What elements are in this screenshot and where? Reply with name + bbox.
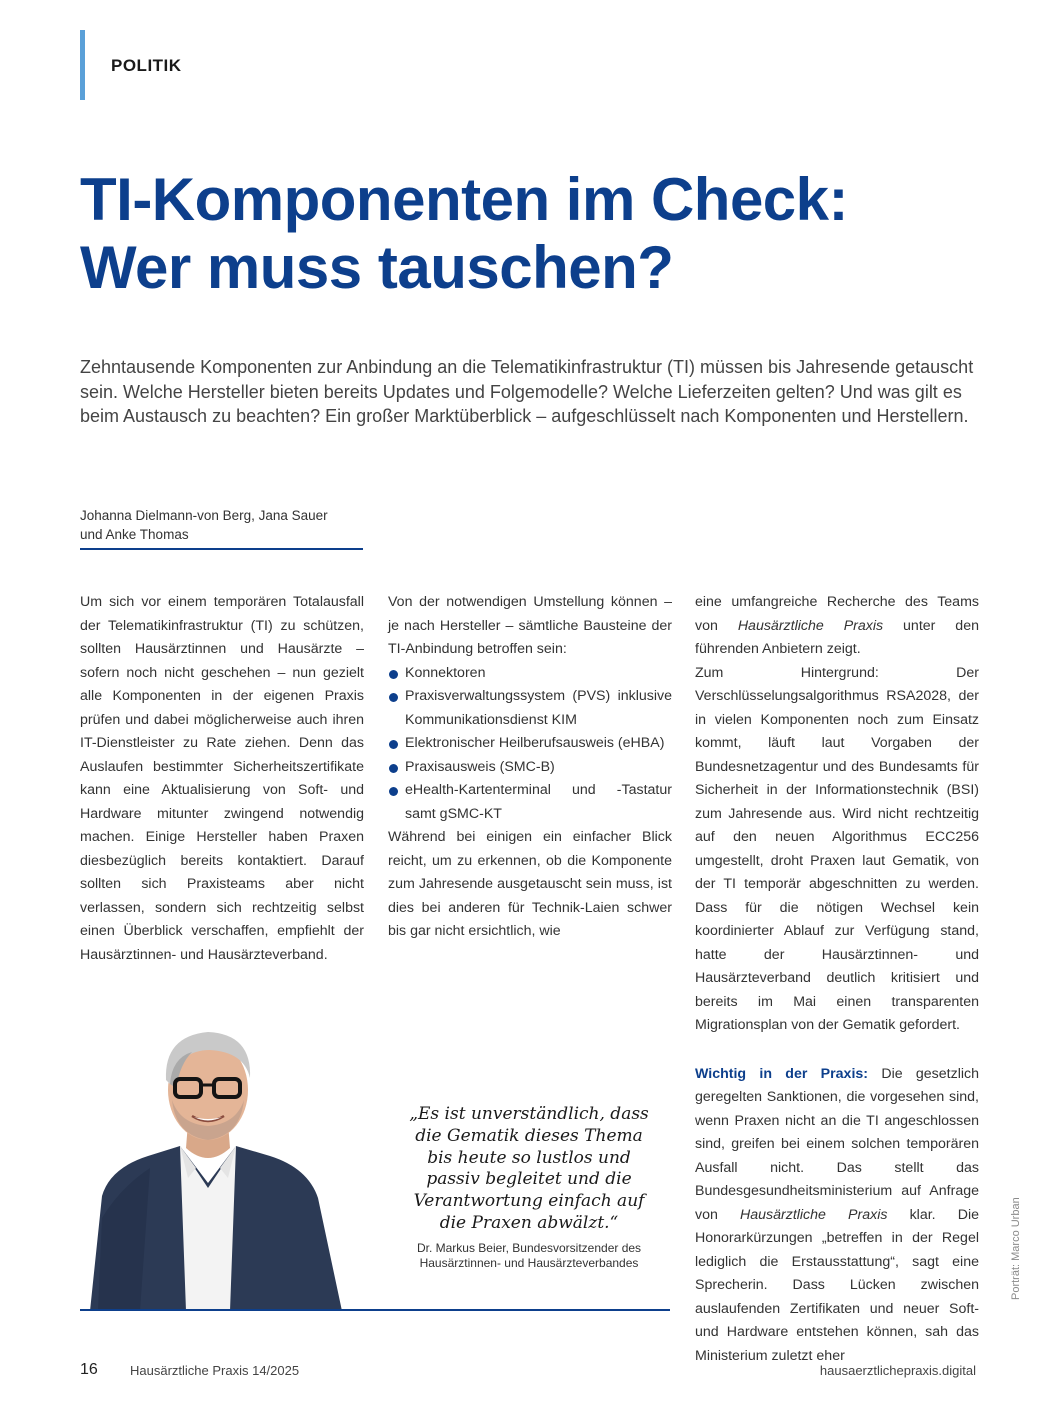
page-number: 16 (80, 1361, 98, 1378)
text-run: unter den führenden Anbietern zeigt. (695, 617, 979, 657)
list-item (388, 662, 672, 686)
author-line-1: Johanna Dielmann-von Berg, Jana Sauer (80, 508, 328, 523)
body-paragraph: Während bei einigen ein einfacher Blick reicht, um zu erkennen, ob die Komponente zum Jahresende ausgetauscht sein muss, ist dies bei anderen für Technik-Laien schwer bis gar nicht ersichtlich, wie (388, 829, 672, 939)
journal-issue: Hausärztliche Praxis 14/2025 (130, 1363, 300, 1378)
bullet-icon (389, 693, 398, 702)
bullet-icon (389, 740, 398, 749)
list-item (388, 732, 672, 756)
byline-rule (80, 548, 363, 550)
portrait-photo (80, 1018, 370, 1311)
quote-bottom-rule (80, 1309, 670, 1311)
section-label: POLITIK (111, 56, 182, 75)
portrait-illustration (80, 1018, 370, 1311)
paragraph-lead-in: Wichtig in der Praxis: (695, 1065, 869, 1082)
body-column-1 (80, 591, 364, 967)
list-item-text: Elektronischer Heilberufsausweis (eHBA) (405, 735, 665, 751)
list-item-text: Konnektoren (405, 664, 486, 681)
body-paragraph (695, 1063, 979, 1369)
bullet-icon (389, 764, 398, 773)
headline-line-1: TI-Komponenten im Check: (80, 166, 849, 233)
bullet-icon (389, 787, 398, 796)
list-item-text: Praxisverwaltungssystem (PVS) inklusive Kommunikationsdienst KIM (405, 688, 672, 728)
list-item (388, 685, 672, 732)
text-run: Die gesetzlich geregelten Sanktionen, die vorgesehen sind, wenn Praxen nicht an die TI angeschlossen sind, greifen bei einem solchen temporären Ausfall nicht. Das stellt das Bundesgesundheitsministerium auf Anfrage von (695, 1065, 979, 1223)
paragraph-spacer (695, 1038, 979, 1063)
list-item (388, 756, 672, 780)
website-url: hausaerztlichepraxis.digital (819, 1363, 976, 1378)
text-run: eine umfangreiche Recherche des Teams von (695, 594, 979, 634)
body-column-3 (695, 591, 979, 1368)
author-line-2: und Anke Thomas (80, 527, 189, 542)
body-column-2 (388, 591, 672, 944)
article-lead: Zehntausende Komponenten zur Anbindung an die Telematikinfrastruktur (TI) müssen bis Jahresende getauscht sein. Welche Hersteller bieten bereits Updates und Folgemodelle? Welche Lieferzeiten gelten? Und was gilt es beim Austausch zu beachten? Ein großer Marktüberblick – aufgeschlüsselt nach Komponenten und Herstellern. (80, 357, 974, 426)
section-accent-bar (80, 30, 85, 100)
journal-name: Hausärztliche Praxis (739, 1206, 888, 1223)
list-item (388, 779, 672, 826)
quote-attribution: Dr. Markus Beier, Bundesvorsitzender des Hausärztinnen- und Hausärzteverbandes (416, 1241, 642, 1270)
journal-name: Hausärztliche Praxis (737, 617, 884, 634)
text-run: klar. Die Honorarkürzungen „betreffen in der Regel lediglich die Erstausstattung“, sagt eine Sprecherin. Dass Lücken zwischen auslaufenden Zertifikaten und neuer Soft- und Hardware entstehen können, sah das Ministerium zuletzt eher (695, 1206, 979, 1364)
photo-credit: Porträt: Marco Urban (1010, 1197, 1022, 1300)
article-headline (80, 166, 980, 302)
list-item-text: eHealth-Kartenterminal und -Tastatur samt gSMC-KT (405, 782, 672, 822)
bullet-icon (389, 670, 398, 679)
body-paragraph (695, 591, 979, 662)
author-byline (80, 506, 370, 544)
body-paragraph: Zum Hintergrund: Der Verschlüsselungsalgorithmus RSA2028, der in vielen Komponenten noch zum Einsatz kommt, läuft laut Vorgaben der Bundesnetzagentur und des Bundesamts für Sicherheit in der Informationstechnik (BSI) zum Jahresende aus. Wird nicht rechtzeitig auf den neuen Algorithmus ECC256 umgestellt, droht Praxen laut Gematik, von der TI temporär abgeschnitten zu werden. Dass für die nötigen Wechsel kein koordinierter Ablauf zur Verfügung stand, hatte der Hausärztinnen- und Hausärzteverband deutlich kritisiert und bereits im Mai einen transparenten Migrationsplan von der Gematik gefordert. (695, 664, 979, 1033)
body-paragraph: Um sich vor einem temporären Totalausfall der Telematikinfrastruktur (TI) zu schützen, sollten Hausärztinnen und Hausärzte – sofern noch nicht geschehen – nun gezielt alle Komponenten in der eigenen Praxis prüfen und dabei möglicherweise auch ihren IT-Dienstleister zu Rate ziehen. Denn das Auslaufen bestimmter Sicherheitszertifikate kann eine Aktualisierung von Soft- und Hardware mitunter zwingend notwendig machen. Einige Hersteller haben Praxen diesbezüglich bereits kontaktiert. Darauf sollten sich Praxisteams aber nicht verlassen, sondern sich rechtzeitig selbst einen Überblick verschaffen, empfiehlt der Hausärztinnen- und Hausärzteverband. (80, 594, 364, 963)
component-list (388, 662, 672, 827)
body-paragraph: Von der notwendigen Umstellung können – je nach Hersteller – sämtliche Bausteine der TI-Anbindung betroffen sein: (388, 594, 672, 657)
list-item-text: Praxisausweis (SMC-B) (405, 758, 555, 775)
headline-line-2: Wer muss tauschen? (80, 234, 674, 301)
pull-quote: „Es ist unverständlich, dass die Gematik dieses Thema bis heute so lustlos und passiv begleitet und die Verantwortung einfach auf die Praxen abwälzt.“ (409, 1104, 649, 1233)
